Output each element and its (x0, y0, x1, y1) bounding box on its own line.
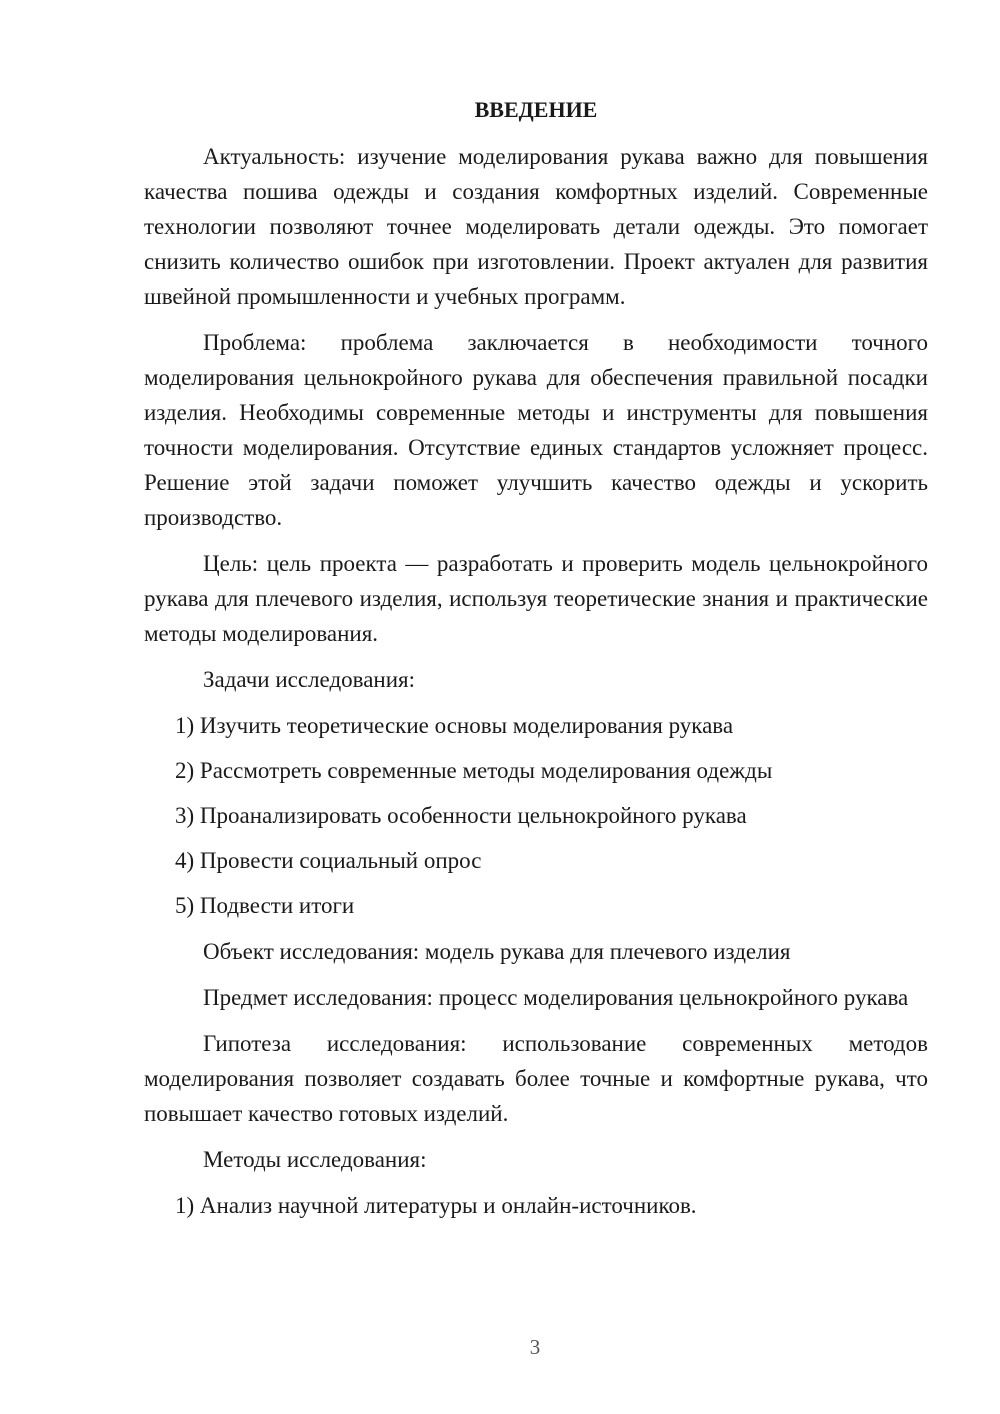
goal-paragraph: Цель: цель проекта — разработать и проверить модель цельнокройного рукава для плечевого изделия, используя теоретические знания и практические методы моделирования. (144, 551, 928, 646)
task-item-4: 4) Провести социальный опрос (175, 848, 482, 873)
task-item-1: 1) Изучить теоретические основы моделирования рукава (175, 713, 734, 738)
task-item-5: 5) Подвести итоги (175, 893, 355, 918)
page-title: ВВЕДЕНИЕ (474, 97, 598, 122)
page-number: 3 (529, 1335, 541, 1359)
object-paragraph: Объект исследования: модель рукава для плечевого изделия (203, 939, 791, 964)
methods-heading: Методы исследования: (203, 1147, 427, 1172)
task-item-3: 3) Проанализировать особенности цельнокройного рукава (175, 803, 747, 828)
tasks-heading: Задачи исследования: (203, 667, 416, 692)
task-item-2: 2) Рассмотреть современные методы моделирования одежды (175, 758, 773, 783)
relevance-paragraph: Актуальность: изучение моделирования рукава важно для повышения качества пошива одежды и создания комфортных изделий. Современные технологии позволяют точнее моделировать детали одежды. Это помогает снизить количество ошибок при изготовлении. Проект актуален для развития швейной промышленности и учебных программ. (144, 144, 928, 309)
method-item-1: 1) Анализ научной литературы и онлайн-источников. (175, 1193, 697, 1218)
hypothesis-paragraph: Гипотеза исследования: использование современных методов моделирования позволяет создавать более точные и комфортные рукава, что повышает качество готовых изделий. (144, 1031, 928, 1126)
page-content (144, 92, 928, 1233)
problem-paragraph: Проблема: проблема заключается в необходимости точного моделирования цельнокройного рукава для обеспечения правильной посадки изделия. Необходимы современные методы и инструменты для повышения точности моделирования. Отсутствие единых стандартов усложняет процесс. Решение этой задачи поможет улучшить качество одежды и ускорить производство. (144, 330, 928, 530)
subject-paragraph: Предмет исследования: процесс моделирования цельнокройного рукава (203, 985, 909, 1010)
